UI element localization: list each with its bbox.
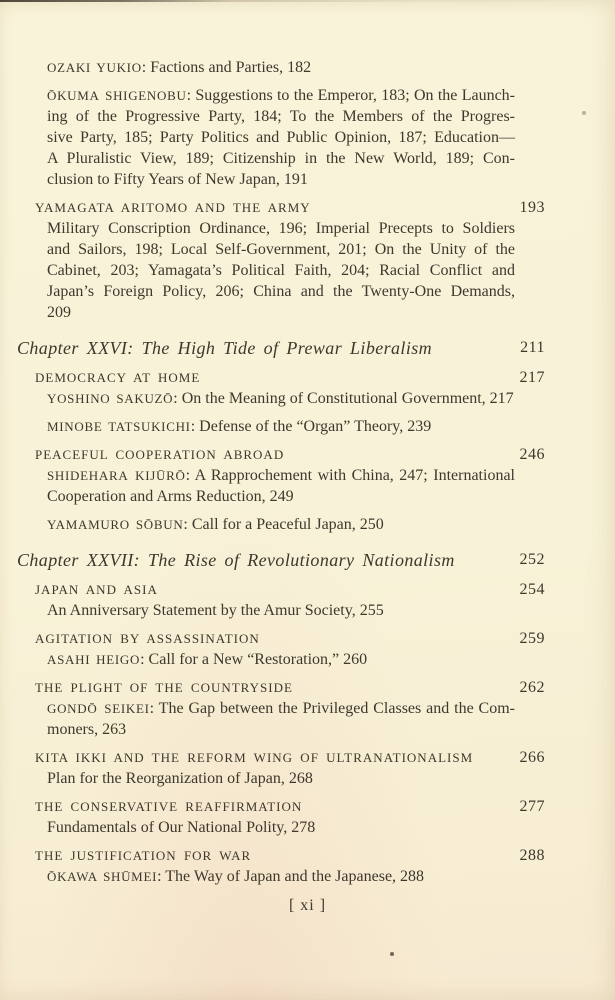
entry-text: [17, 465, 515, 507]
entry-line: [47, 148, 515, 169]
entry-line: [17, 336, 515, 360]
small-caps-name: YAMAGATA ARITOMO AND THE ARMY: [35, 200, 311, 215]
entry-text-segment: Chapter XXVI: The High Tide of Prewar Liberalism: [17, 338, 433, 358]
small-caps-name: THE PLIGHT OF THE COUNTRYSIDE: [35, 680, 293, 695]
small-caps-name: MINOBE TATSUKICHI: [47, 419, 191, 434]
small-caps-name: ŌKAWA SHŪMEI: [47, 869, 158, 884]
entry-line: [47, 388, 515, 409]
entry-text: [17, 768, 515, 789]
entry-text-segment: Cabinet, 203; Yamagata’s Political Faith, 204; Racial Conflict and: [47, 262, 515, 279]
entry-text-segment: A Pluralistic View, 189; Citizenship in the New World, 189; Con-: [47, 150, 515, 167]
entry-line: [47, 866, 515, 887]
entry-line: [47, 416, 515, 437]
entry-text: [17, 817, 515, 838]
page-folio-number: [ xi ]: [288, 897, 327, 914]
entry-text: [17, 548, 515, 572]
toc-entry-section: [17, 444, 545, 465]
entry-line: [35, 747, 515, 768]
entry-line: [47, 817, 515, 838]
toc-entry-section: [17, 579, 545, 600]
toc-entry-section: [17, 845, 545, 866]
entry-text: [17, 85, 515, 190]
small-caps-name: ŌKUMA SHIGENOBU: [47, 88, 187, 103]
entry-line: [47, 600, 515, 621]
entry-line: [47, 57, 515, 78]
entry-text-segment: : The Way of Japan and the Japanese, 288: [157, 868, 425, 885]
small-caps-name: YAMAMURO SŌBUN: [47, 517, 184, 532]
entry-text-segment: An Anniversary Statement by the Amur Society, 255: [47, 602, 384, 619]
toc-entry-item: [17, 817, 545, 838]
entry-text-segment: : Defense of the “Organ” Theory, 239: [190, 418, 432, 435]
entry-text-segment: ing of the Progressive Party, 184; To the Members of the Progres-: [47, 108, 515, 125]
toc-entry-item: [17, 218, 545, 323]
entry-line: [47, 698, 515, 719]
entry-text: [17, 628, 515, 649]
entry-page-number: 288: [519, 847, 545, 864]
entry-text: [17, 514, 515, 535]
small-caps-name: SHIDEHARA KIJŪRŌ: [47, 468, 186, 483]
entry-text-segment: 209: [47, 304, 71, 321]
entry-page-number: 277: [519, 798, 545, 815]
entry-text-segment: sive Party, 185; Party Politics and Public Opinion, 187; Education—: [47, 129, 515, 146]
entry-line: [47, 514, 515, 535]
entry-page-number: 252: [519, 551, 545, 568]
toc-entries: [17, 57, 545, 887]
small-caps-name: AGITATION BY ASSASSINATION: [35, 631, 260, 646]
small-caps-name: ASAHI HEIGO: [47, 652, 141, 667]
toc-entry-item: [17, 768, 545, 789]
entry-page-number: 217: [519, 369, 545, 386]
entry-text-segment: and Sailors, 198; Local Self-Government, 201; On the Unity of the: [47, 241, 515, 258]
toc-entry-item: [17, 649, 545, 670]
entry-page-number: 246: [519, 446, 545, 463]
toc-entry-item: [17, 698, 545, 740]
entry-text-segment: Japan’s Foreign Policy, 206; China and the Twenty-One Demands,: [47, 283, 515, 300]
entry-line: [47, 302, 515, 323]
entry-line: [35, 197, 515, 218]
scan-speck: [390, 952, 394, 956]
entry-page-number: 211: [520, 339, 545, 356]
entry-text: [17, 747, 515, 768]
entry-text-segment: Plan for the Reorganization of Japan, 268: [47, 770, 313, 787]
toc-entry-item: [17, 85, 545, 190]
toc-entry-chapter: [17, 548, 545, 572]
small-caps-name: PEACEFUL COOPERATION ABROAD: [35, 447, 285, 462]
entry-text: [17, 57, 515, 78]
entry-text-segment: Military Conscription Ordinance, 196; Imperial Precepts to Soldiers: [47, 220, 515, 237]
entry-text: [17, 197, 515, 218]
entry-line: [47, 719, 515, 740]
entry-line: [17, 548, 515, 572]
entry-text: [17, 677, 515, 698]
entry-line: [47, 281, 515, 302]
entry-line: [47, 486, 515, 507]
toc-entry-section: [17, 367, 545, 388]
entry-text-segment: : The Gap between the Privileged Classes and the Com-: [149, 700, 515, 717]
small-caps-name: YOSHINO SAKUZŌ: [47, 391, 174, 406]
toc-entry-item: [17, 866, 545, 887]
scan-speck: [582, 111, 586, 115]
entry-text: [17, 600, 515, 621]
entry-text: [17, 367, 515, 388]
toc-entry-section: [17, 677, 545, 698]
entry-text: [17, 866, 515, 887]
entry-line: [35, 444, 515, 465]
entry-line: [35, 677, 515, 698]
small-caps-name: THE JUSTIFICATION FOR WAR: [35, 848, 252, 863]
toc-entry-chapter: [17, 336, 545, 360]
entry-line: [47, 768, 515, 789]
entry-line: [47, 260, 515, 281]
toc-entry-item: [17, 514, 545, 535]
toc-entry-item: [17, 465, 545, 507]
small-caps-name: DEMOCRACY AT HOME: [35, 370, 201, 385]
entry-text: [17, 336, 515, 360]
small-caps-name: KITA IKKI AND THE REFORM WING OF ULTRANATIONALISM: [35, 750, 474, 765]
entry-line: [35, 628, 515, 649]
entry-text: [17, 698, 515, 740]
entry-text-segment: moners, 263: [47, 721, 127, 738]
entry-text-segment: Fundamentals of Our National Polity, 278: [47, 819, 316, 836]
toc-entry-item: [17, 388, 545, 409]
entry-text-segment: : On the Meaning of Constitutional Government, 217: [173, 390, 514, 407]
entry-page-number: 266: [519, 749, 545, 766]
entry-text-segment: Chapter XXVII: The Rise of Revolutionary Nationalism: [17, 550, 455, 570]
entry-line: [47, 127, 515, 148]
toc-entry-item: [17, 57, 545, 78]
entry-line: [47, 85, 515, 106]
small-caps-name: GONDŌ SEIKEI: [47, 701, 150, 716]
entry-text: [17, 388, 515, 409]
toc-entry-section: [17, 197, 545, 218]
entry-text: [17, 444, 515, 465]
entry-page-number: 193: [519, 199, 545, 216]
toc-entry-item: [17, 600, 545, 621]
entry-text-segment: : Factions and Parties, 182: [141, 59, 312, 76]
entry-text-segment: : Suggestions to the Emperor, 183; On the Launch-: [186, 87, 516, 104]
entry-page-number: 254: [519, 581, 545, 598]
entry-line: [35, 796, 515, 817]
scan-edge-artifact: [0, 0, 615, 2]
entry-page-number: 259: [519, 630, 545, 647]
entry-text-segment: : A Rapprochement with China, 247; International: [185, 467, 515, 484]
toc-entry-section: [17, 747, 545, 768]
toc-entry-section: [17, 796, 545, 817]
toc-entry-section: [17, 628, 545, 649]
entry-line: [47, 239, 515, 260]
entry-text-segment: : Call for a Peaceful Japan, 250: [183, 516, 384, 533]
entry-text-segment: Cooperation and Arms Reduction, 249: [47, 488, 294, 505]
small-caps-name: OZAKI YUKIO: [47, 60, 142, 75]
toc-entry-item: [17, 416, 545, 437]
entry-text: [17, 796, 515, 817]
entry-line: [35, 367, 515, 388]
entry-text: [17, 416, 515, 437]
entry-line: [47, 649, 515, 670]
entry-line: [47, 169, 515, 190]
entry-line: [35, 845, 515, 866]
entry-page-number: 262: [519, 679, 545, 696]
entry-text-segment: clusion to Fifty Years of New Japan, 191: [47, 171, 308, 188]
entry-text: [17, 845, 515, 866]
entry-line: [47, 106, 515, 127]
entry-text: [17, 579, 515, 600]
entry-line: [47, 218, 515, 239]
entry-line: [35, 579, 515, 600]
entry-line: [47, 465, 515, 486]
entry-text: [17, 218, 515, 323]
entry-text-segment: : Call for a New “Restoration,” 260: [140, 651, 368, 668]
entry-text: [17, 649, 515, 670]
small-caps-name: THE CONSERVATIVE REAFFIRMATION: [35, 799, 303, 814]
small-caps-name: JAPAN AND ASIA: [35, 582, 158, 597]
